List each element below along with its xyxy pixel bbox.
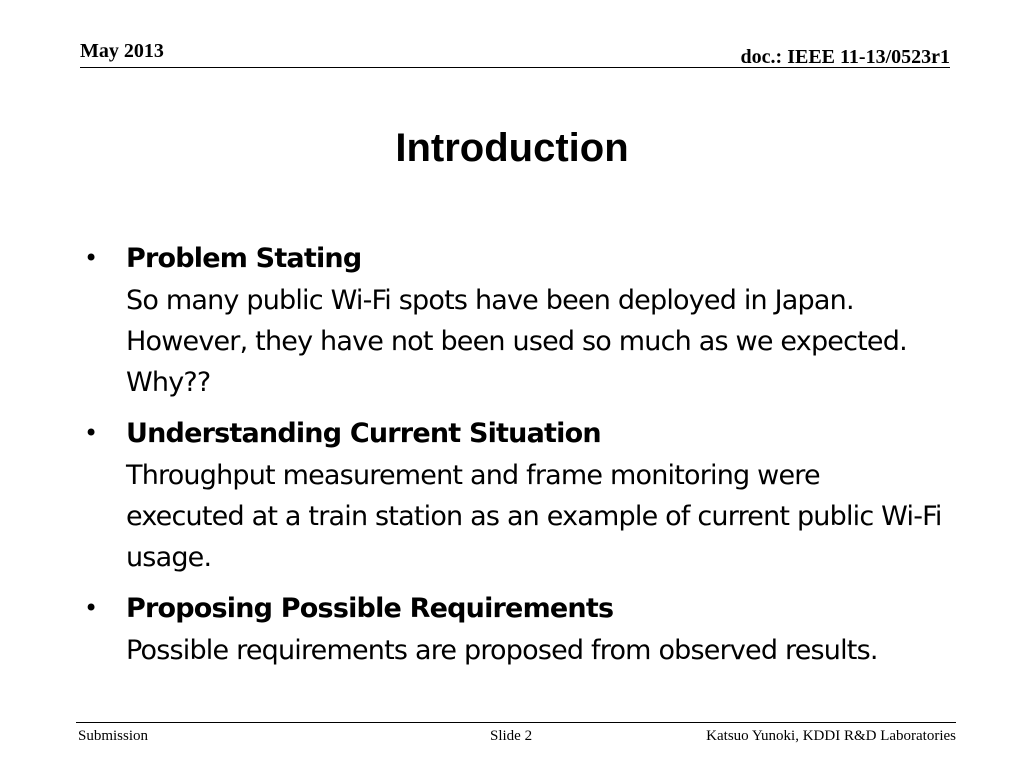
footer-author: Katsuo Yunoki, KDDI R&D Laboratories: [706, 728, 956, 744]
slide-content: [84, 238, 944, 681]
bullet-icon: •: [84, 594, 98, 622]
bullet-body: Throughput measurement and frame monitoring were executed at a train station as an example of current public Wi-Fi usage.: [126, 460, 942, 573]
header-doc-id: doc.: IEEE 11-13/0523r1: [740, 46, 950, 68]
bullet-item-proposing-possible-requirements: [84, 588, 944, 629]
footer-submission: Submission: [78, 728, 149, 744]
bullet-item-problem-stating: [84, 238, 944, 279]
footer-slide-number: Slide 2: [490, 728, 533, 744]
bullet-heading: Understanding Current Situation: [126, 418, 601, 449]
header-divider: [80, 67, 950, 68]
bullet-body: So many public Wi-Fi spots have been deployed in Japan. However, they have not been used so much as we expected. Why??: [126, 285, 907, 398]
header-date: May 2013: [80, 40, 164, 62]
footer-divider: [76, 722, 956, 723]
bullet-item-understanding-current-situation: [84, 413, 944, 454]
slide-title: Introduction: [395, 126, 629, 170]
bullet-body: Possible requirements are proposed from observed results.: [126, 635, 878, 666]
bullet-heading: Problem Stating: [126, 243, 362, 274]
bullet-icon: •: [84, 419, 98, 447]
bullet-heading: Proposing Possible Requirements: [126, 593, 614, 624]
bullet-icon: •: [84, 244, 98, 272]
